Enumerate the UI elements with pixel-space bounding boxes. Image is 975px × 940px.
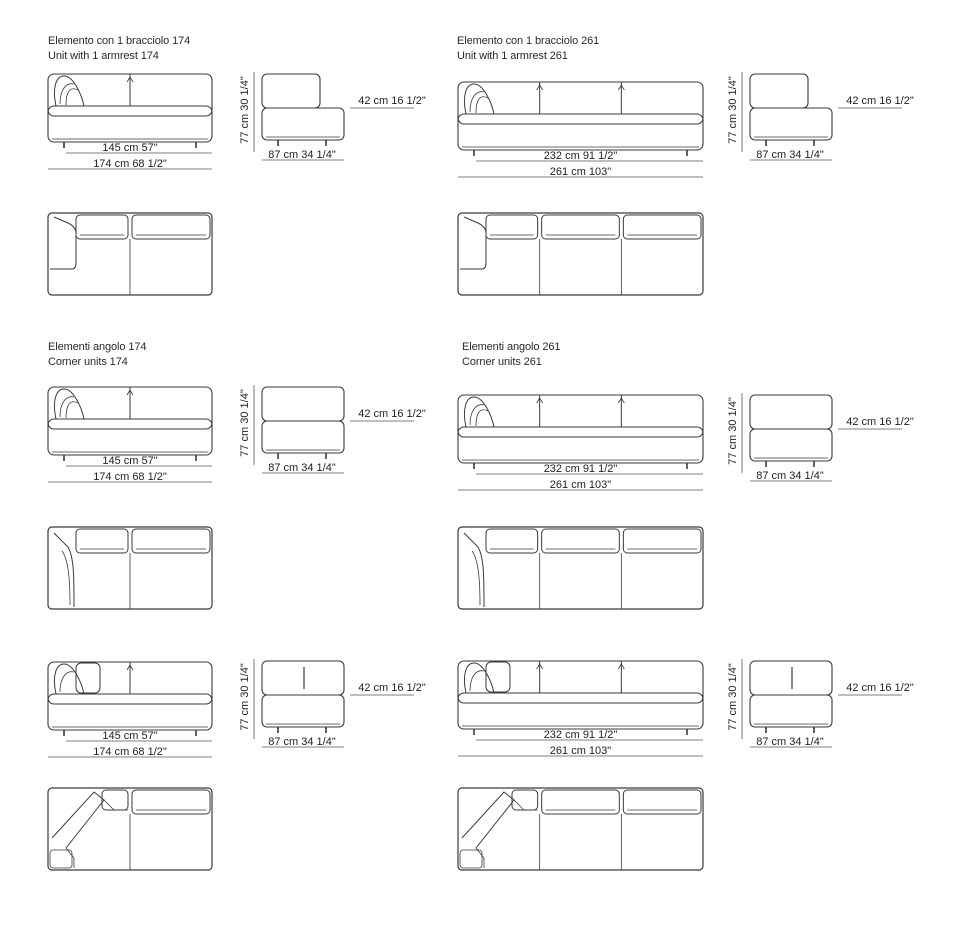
plan-outline [458, 788, 703, 870]
title-italian: Elemento con 1 bracciolo 174 [48, 35, 191, 47]
backrest-side [750, 74, 808, 108]
diagonal-cushion [514, 800, 538, 810]
plan-view [458, 527, 703, 609]
title-italian: Elementi angolo 174 [48, 341, 147, 353]
armrest-fold [470, 92, 484, 112]
dimension-inner-width: 232 cm 91 1/2" [543, 463, 618, 475]
seat-side [262, 695, 344, 727]
dimension-overall-width: 261 cm 103" [549, 745, 612, 757]
title-english: Unit with 1 armrest 261 [457, 50, 568, 62]
backrest-side [750, 395, 832, 429]
dimension-overall-width: 261 cm 103" [549, 479, 612, 491]
back-cushion-plan [102, 790, 128, 810]
dimension-inner-width: 232 cm 91 1/2" [543, 729, 618, 741]
title-english: Corner units 174 [48, 356, 128, 368]
armrest-cushion [464, 663, 494, 693]
armrest-fold [60, 672, 74, 692]
title-italian: Elemento con 1 bracciolo 261 [457, 35, 600, 47]
plan-outline [458, 213, 703, 295]
backrest-side [262, 387, 344, 421]
plan-view [48, 527, 212, 609]
seat-base-outline [48, 106, 212, 142]
dimension-overall-width: 174 cm 68 1/2" [93, 471, 167, 483]
seat-side [750, 108, 832, 140]
armrest-fold [60, 397, 74, 417]
seat-side [262, 421, 344, 453]
plan-view [48, 788, 212, 870]
dimension-inner-width: 145 cm 57" [102, 730, 158, 742]
diagonal-cushion [104, 800, 128, 810]
armrest-fold [470, 405, 484, 425]
plan-view [458, 788, 703, 870]
dimension-seat-height: 42 cm 16 1/2" [846, 416, 914, 428]
dimension-overall-width: 174 cm 68 1/2" [93, 158, 167, 170]
dimension-depth: 87 cm 34 1/4" [756, 149, 824, 161]
seat-side [262, 108, 344, 140]
armrest-fold [476, 410, 488, 426]
back-cushion-plan [132, 529, 210, 553]
side-elevation [239, 385, 426, 474]
dimension-height: 77 cm 30 1/4" [239, 76, 251, 144]
title-italian: Elementi angolo 261 [462, 341, 561, 353]
front-elevation [48, 387, 212, 483]
corner-back-plan [464, 533, 484, 607]
side-elevation [239, 659, 426, 748]
back-cushion-plan [623, 790, 701, 814]
back-cushion-plan [623, 529, 701, 553]
corner-back-cushion [76, 663, 100, 693]
dimension-inner-width: 145 cm 57" [102, 142, 158, 154]
backrest-side [262, 661, 344, 695]
front-elevation [48, 74, 212, 170]
dimension-height: 77 cm 30 1/4" [727, 397, 739, 465]
back-cushion-plan [132, 790, 210, 814]
dimension-seat-height: 42 cm 16 1/2" [358, 408, 426, 420]
corner-back-cushion [486, 662, 510, 692]
back-cushion-plan [542, 529, 620, 553]
back-cushion-plan [486, 529, 538, 553]
front-elevation [458, 661, 703, 757]
corner-back-plan [54, 533, 74, 607]
front-elevation [458, 395, 703, 491]
backrest-outline [458, 82, 703, 124]
side-elevation [727, 72, 914, 161]
backrest-outline [458, 395, 703, 437]
dimension-depth: 87 cm 34 1/4" [268, 736, 336, 748]
dimension-depth: 87 cm 34 1/4" [268, 462, 336, 474]
dimension-seat-height: 42 cm 16 1/2" [358, 95, 426, 107]
title-english: Corner units 261 [462, 356, 542, 368]
dimension-height: 77 cm 30 1/4" [239, 663, 251, 731]
seat-base-outline [458, 114, 703, 150]
backrest-outline [458, 661, 703, 703]
dimension-depth: 87 cm 34 1/4" [756, 736, 824, 748]
armrest-fold [66, 89, 78, 105]
side-cushion-plan [50, 850, 72, 868]
dimension-overall-width: 261 cm 103" [549, 166, 612, 178]
armrest-fold [476, 97, 488, 113]
dimension-height: 77 cm 30 1/4" [239, 389, 251, 457]
seat-base-outline [458, 427, 703, 463]
plan-outline [458, 527, 703, 609]
armrest-plan [50, 217, 76, 269]
seat-base-outline [48, 694, 212, 730]
front-elevation [458, 82, 703, 178]
diagonal-cushion [52, 792, 104, 848]
armrest-fold [60, 84, 74, 104]
dimension-height: 77 cm 30 1/4" [727, 663, 739, 731]
back-cushion-plan [542, 790, 620, 814]
corner-back-plan [62, 551, 70, 605]
armrest-fold [470, 671, 484, 691]
front-elevation [48, 662, 212, 758]
plan-view [458, 213, 703, 295]
dimension-seat-height: 42 cm 16 1/2" [358, 682, 426, 694]
seat-base-outline [458, 693, 703, 729]
dimension-overall-width: 174 cm 68 1/2" [93, 746, 167, 758]
side-elevation [727, 659, 914, 748]
dimension-depth: 87 cm 34 1/4" [268, 149, 336, 161]
back-cushion-plan [512, 790, 538, 810]
plan-view [48, 213, 212, 295]
seat-side [750, 695, 832, 727]
dimension-seat-height: 42 cm 16 1/2" [846, 95, 914, 107]
diagonal-cushion [476, 848, 484, 868]
armrest-fold [66, 402, 78, 418]
dimension-inner-width: 232 cm 91 1/2" [543, 150, 618, 162]
title-english: Unit with 1 armrest 174 [48, 50, 159, 62]
side-elevation [727, 393, 914, 482]
dimension-depth: 87 cm 34 1/4" [756, 470, 824, 482]
corner-back-plan [472, 551, 480, 605]
armrest-cushion [54, 664, 84, 694]
diagonal-cushion [66, 848, 74, 868]
dimension-seat-height: 42 cm 16 1/2" [846, 682, 914, 694]
side-elevation [239, 72, 426, 161]
dimension-inner-width: 145 cm 57" [102, 455, 158, 467]
back-cushion-plan [76, 529, 128, 553]
side-cushion-plan [460, 850, 482, 868]
backrest-side [262, 74, 320, 108]
dimension-height: 77 cm 30 1/4" [727, 76, 739, 144]
seat-base-outline [48, 419, 212, 455]
armrest-plan [460, 217, 486, 269]
backrest-side [750, 661, 832, 695]
diagonal-cushion [462, 792, 514, 848]
seat-side [750, 429, 832, 461]
